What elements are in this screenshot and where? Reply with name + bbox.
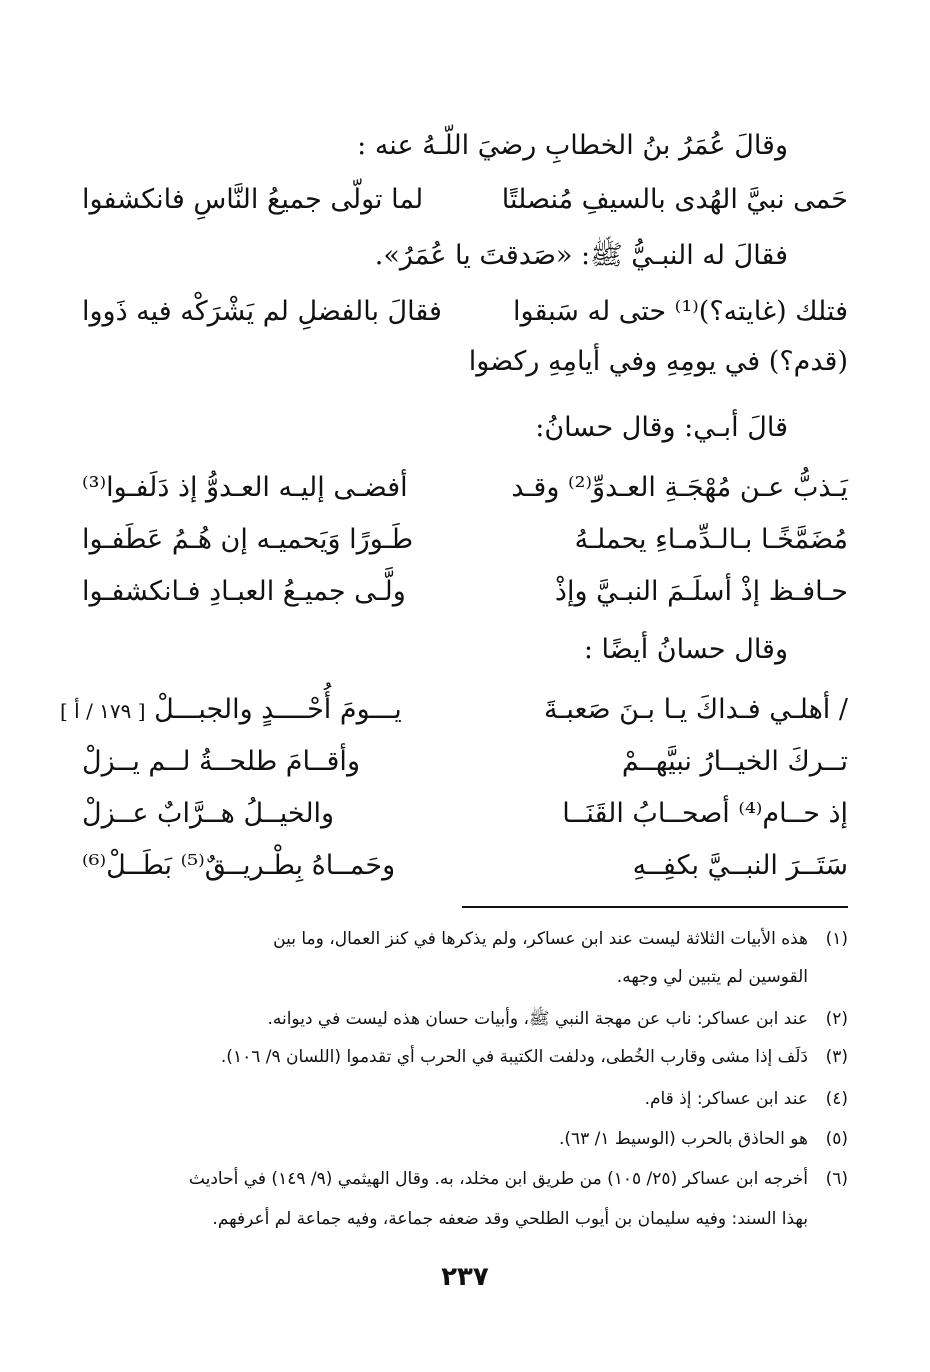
verse-line bbox=[52, 690, 848, 730]
hemistich-second: لما تولّى جميعُ النَّاسِ فانكشفوا bbox=[82, 184, 424, 215]
hemistich-second: وأقــامَ طلحــةُ لــم يــزلْ bbox=[82, 746, 360, 777]
verse-line bbox=[82, 794, 848, 834]
verse-line bbox=[82, 742, 848, 782]
hemistich-first: / أهلـي فـداكَ يـا بـنَ صَعبـةَ bbox=[544, 694, 848, 725]
footnote-continuation: القوسين لم يتبين لي وجهه. bbox=[616, 967, 808, 987]
footnote-number: (٣) bbox=[825, 1047, 848, 1067]
footnote-divider bbox=[462, 906, 848, 908]
page-number: ٢٣٧ bbox=[441, 1262, 489, 1292]
hemistich-first: مُضَمَّخًـا بـالـدِّمـاءِ يحملـهُ bbox=[574, 524, 848, 555]
footnote bbox=[78, 924, 848, 954]
hemistich-second: وحَمــاهُ بِطْـريــقٌ⁽⁵⁾ بَطَــلْ⁽⁶⁾ bbox=[82, 850, 396, 881]
prose-line: فقالَ له النبـيُّ ﷺ: «صَدقتَ يا عُمَرُ». bbox=[374, 240, 788, 271]
footnote-continuation: بهذا السند: وفيه سليمان بن أيوب الطلحي وقد ضعفه جماعة، وفيه جماعة لم أعرفهم. bbox=[212, 1209, 808, 1229]
verse-line bbox=[82, 846, 848, 886]
footnote-number: (٢) bbox=[825, 1009, 848, 1029]
hemistich-second bbox=[52, 690, 402, 731]
hemistich-first: إذ حــام⁽⁴⁾ أصحــابُ القَنَــا bbox=[562, 798, 848, 829]
hemistich-first: يَـذبُّ عـن مُهْجَـةِ العـدوِّ⁽²⁾ وقـد bbox=[511, 472, 848, 503]
footnote-text: هو الحاذق بالحرب (الوسيط ١/ ٦٣). bbox=[558, 1129, 808, 1149]
footnote bbox=[78, 1084, 848, 1114]
footnote bbox=[78, 1042, 848, 1072]
hemistich-first: حَمى نبيَّ الهُدى بالسيفِ مُنصلتًا bbox=[501, 184, 848, 215]
footnote-text: هذه الأبيات الثلاثة ليست عند ابن عساكر، ولم يذكرها في كنز العمال، وما بين bbox=[273, 929, 808, 949]
hemistich-first: فتلك (غايته؟)⁽¹⁾ حتى له سَبقوا bbox=[513, 296, 848, 327]
footnote-text: عند ابن عساكر: ناب عن مهجة النبي ﷺ، وأبيات حسان هذه ليست في ديوانه. bbox=[267, 1009, 808, 1029]
hemistich-first: تــركَ الخيــارُ نبيَّهــمْ bbox=[621, 746, 848, 777]
hemistich-second: فقالَ بالفضلِ لم يَشْرَكْه فيه ذَووا bbox=[82, 296, 442, 327]
prose-line: قالَ أبـي: وقال حسانُ: bbox=[535, 412, 788, 443]
footnote bbox=[78, 1164, 848, 1194]
verse-line bbox=[82, 292, 848, 332]
verse-line bbox=[82, 468, 848, 508]
manuscript-folio-marker: [ ١٧٩ / أ ] bbox=[60, 699, 146, 723]
verse-continuation: (قدم؟) في يومِهِ وفي أيامِهِ ركضوا bbox=[468, 346, 848, 377]
footnote bbox=[78, 1124, 848, 1154]
hemistich-second: أفضـى إليـه العـدوُّ إذ دَلَفـوا⁽³⁾ bbox=[82, 472, 408, 503]
footnote-text: أخرجه ابن عساكر (٢٥/ ١٠٥) من طريق ابن مخلد، به. وقال الهيثمي (٩/ ١٤٩) في أحاديث bbox=[188, 1169, 808, 1189]
hemistich-text: يـــومَ أُحْــــدٍ والجبـــلْ bbox=[154, 694, 402, 725]
footnote-number: (٤) bbox=[825, 1089, 848, 1109]
footnote-text: دَلَف إذا مشى وقارب الخُطى، ودلفت الكتيبة في الحرب أي تقدموا (اللسان ٩/ ١٠٦). bbox=[220, 1047, 808, 1067]
footnote-number: (٥) bbox=[825, 1129, 848, 1149]
prose-line: وقال حسانُ أيضًا : bbox=[583, 634, 788, 665]
hemistich-second: ولَّـى جميـعُ العبـادِ فـانكشفـوا bbox=[82, 576, 406, 607]
hemistich-second: طَـورًا وَيَحميـه إن هُـمُ عَطَفـوا bbox=[82, 524, 414, 555]
footnote-number: (٦) bbox=[825, 1169, 848, 1189]
prose-line: وقالَ عُمَرُ بنُ الخطابِ رضيَ اللّـهُ عنه : bbox=[357, 130, 788, 161]
hemistich-first: سَتَــرَ النبــيَّ بكفِــهِ bbox=[632, 850, 848, 881]
footnote-text: عند ابن عساكر: إذ قام. bbox=[644, 1089, 808, 1109]
verse-line bbox=[82, 520, 848, 560]
footnote-number: (١) bbox=[825, 929, 848, 949]
verse-line bbox=[82, 572, 848, 612]
verse-line bbox=[82, 180, 848, 220]
footnote bbox=[78, 1004, 848, 1034]
hemistich-second: والخيــلُ هــرَّابٌ عــزلْ bbox=[82, 798, 335, 829]
hemistich-first: حـافـظ إذْ أسلَـمَ النبـيَّ وإذْ bbox=[554, 576, 848, 607]
